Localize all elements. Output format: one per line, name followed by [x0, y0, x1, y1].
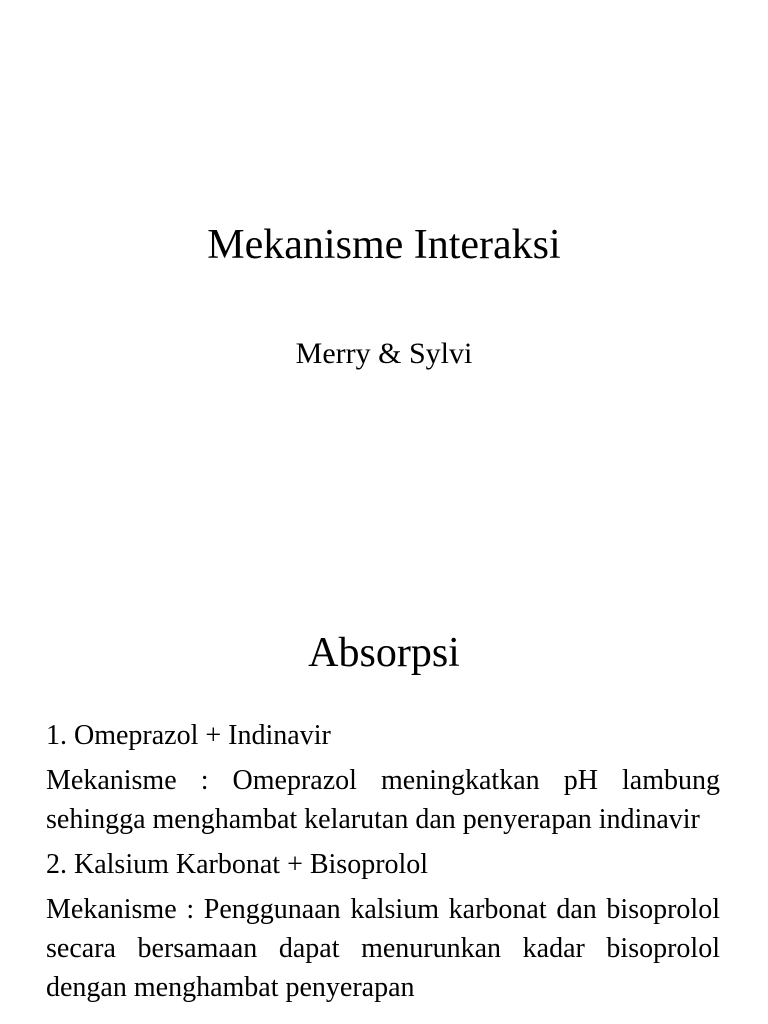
slide-title: Absorpsi [308, 630, 460, 676]
list-item-text: Mekanisme : Penggunaan kalsium karbonat dan bisoprolol secara bersamaan dapat menurunkan kadar bisoprolol dengan menghambat penyerapan [46, 894, 720, 1003]
slide-body [46, 716, 720, 1013]
list-item-text: Mekanisme : Omeprazol meningkatkan pH lambung sehingga menghambat kelarutan dan penyerapan indinavir [46, 765, 720, 835]
slide-title: Mekanisme Interaksi [207, 222, 561, 268]
list-item-heading: 2. Kalsium Karbonat + Bisoprolol [46, 849, 429, 880]
absorpsi-slide [0, 576, 768, 1024]
slide-subtitle: Merry & Sylvi [295, 337, 473, 370]
list-item-heading: 1. Omeprazol + Indinavir [46, 720, 331, 751]
